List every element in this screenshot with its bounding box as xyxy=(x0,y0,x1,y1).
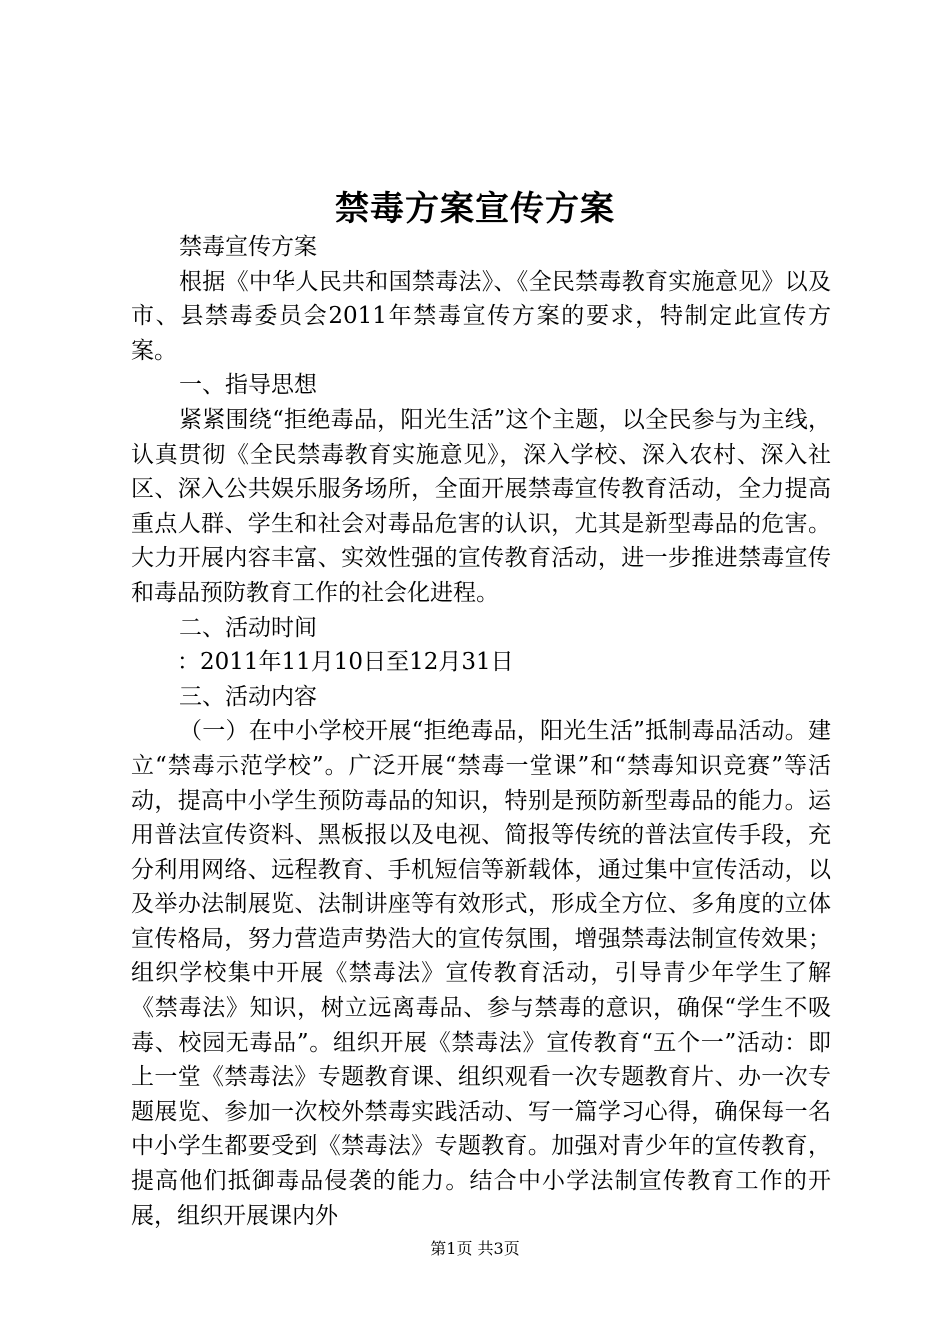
heading-activity-content: 三、活动内容 xyxy=(179,683,317,710)
document-title: 禁毒方案宣传方案 xyxy=(335,189,615,229)
document-body xyxy=(131,230,831,1233)
paragraph-guiding-thought: 紧紧围绕“拒绝毒品，阳光生活”这个主题，以全民参与为主线，认真贯彻《全民禁毒教育实施意见》，深入学校、深入农村、深入社区、深入公共娱乐服务场所，全面开展禁毒宣传教育活动，全力提高重点人群、学生和社会对毒品危害的认识，尤其是新型毒品的危害。大力开展内容丰富、实效性强的宣传教育活动，进一步推进禁毒宣传和毒品预防教育工作的社会化进程。 xyxy=(131,406,831,606)
page-footer: 第1页 共3页 xyxy=(430,1239,520,1258)
paragraph-subtitle: 禁毒宣传方案 xyxy=(179,234,317,260)
paragraph-intro: 根据《中华人民共和国禁毒法》、《全民禁毒教育实施意见》以及市、县禁毒委员会2011年禁毒宣传方案的要求，特制定此宣传方案。 xyxy=(131,268,831,364)
paragraph-activity-time: ：2011年11月10日至12月31日 xyxy=(177,649,514,676)
heading-guiding-thought: 一、指导思想 xyxy=(179,372,317,399)
paragraph-activity-content: （一）在中小学校开展“拒绝毒品，阳光生活”抵制毒品活动。建立“禁毒示范学校”。广泛开展“禁毒一堂课”和“禁毒知识竞赛”等活动，提高中小学生预防毒品的知识，特别是预防新型毒品的能力。运用普法宣传资料、黑板报以及电视、简报等传统的普法宣传手段，充分利用网络、远程教育、手机短信等新载体，通过集中宣传活动，以及举办法制展览、法制讲座等有效形式，形成全方位、多角度的立体宣传格局，努力营造声势浩大的宣传氛围，增强禁毒法制宣传效果；组织学校集中开展《禁毒法》宣传教育活动，引导青少年学生了解《禁毒法》知识，树立远离毒品、参与禁毒的意识，确保“学生不吸毒、校园无毒品”。组织开展《禁毒法》宣传教育“五个一”活动：即上一堂《禁毒法》专题教育课、组织观看一次专题教育片、办一次专题展览、参加一次校外禁毒实践活动、写一篇学习心得，确保每一名中小学生都要受到《禁毒法》专题教育。加强对青少年的宣传教育，提高他们抵御毒品侵袭的能力。结合中小学法制宣传教育工作的开展，组织开展课内外 xyxy=(131,718,831,1229)
heading-activity-time: 二、活动时间 xyxy=(179,614,317,641)
